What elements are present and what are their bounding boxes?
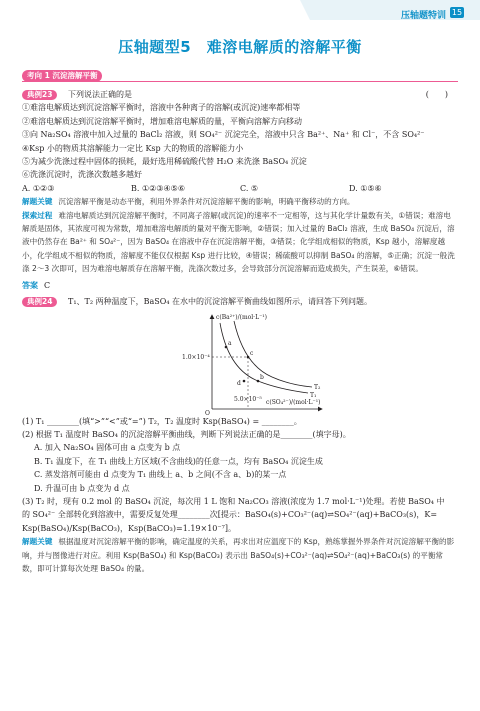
key-text: 沉淀溶解平衡是动态平衡，利用外界条件对沉淀溶解平衡的影响，明确平衡移动的方向。 bbox=[58, 197, 355, 207]
y-tick-label: 1.0×10⁻⁴ bbox=[182, 353, 210, 361]
curve-t1-label: T₁ bbox=[310, 391, 317, 399]
ex23-stem: 下列说法正确的是 bbox=[67, 90, 132, 99]
ex23-explore bbox=[22, 209, 458, 276]
curve-t2-label: T₂ bbox=[314, 383, 321, 391]
ex23-item: ④Ksp 小的物质其溶解能力一定比 Ksp 大的物质的溶解能力小 bbox=[22, 143, 244, 153]
key-label: 解题关键 bbox=[22, 197, 53, 207]
section-header bbox=[22, 70, 458, 82]
ex23-item: ⑤为减少洗涤过程中固体的损耗，最好选用稀硫酸代替 H₂O 来洗涤 BaSO₄ 沉淀 bbox=[22, 157, 307, 167]
explore-label: 探索过程 bbox=[22, 210, 53, 220]
ex23-options bbox=[22, 182, 458, 195]
page-title: 压轴题型5 难溶电解质的溶解平衡 bbox=[118, 38, 362, 56]
answer-value: C bbox=[44, 280, 51, 290]
ex24-q2-option: C. 蒸发溶剂可能由 d 点变为 T₁ 曲线上 a、b 之间(不含 a、b)的某一点 bbox=[34, 470, 287, 480]
graph-container bbox=[22, 309, 458, 415]
origin-label: O bbox=[205, 409, 210, 415]
point-b-label: b bbox=[260, 373, 264, 381]
answer-paren: ( ) bbox=[425, 90, 448, 99]
x-axis-label: c(SO₄²⁻)/(mol·L⁻¹) bbox=[266, 398, 321, 406]
ex24-q1: (1) T₁ ________(填“>”“<”或“=”) T₂，T₂ 温度时 Ksp(BaSO₄) = ________。 bbox=[22, 416, 302, 426]
ex23-key bbox=[22, 195, 458, 208]
point-c-label: c bbox=[250, 349, 254, 357]
option-b: B. ①②③④⑤⑥ bbox=[131, 183, 185, 193]
explore-text: 难溶电解质达到沉淀溶解平衡时，不同离子溶解(或沉淀)的速率不一定相等，这与其化学计量数有关，①错误；难溶电解质是固体，其浓度可视为常数，增加难溶电解质的量对平衡无影响，②错误；加入过量的 BaCl₂ 溶液，生成 BaSO₄ 沉淀后，溶液中仍然存在 Ba²⁺ 和 SO₄²⁻，因为 BaSO₄ 在溶液中存在沉淀溶解平衡，③错误；化学组成相似的物质，Ksp 越小，溶解度越小，化学组成不相似的物质，溶解度不能仅仅根据 Ksp 进行比较，④错误；稀硫酸可以抑制 BaSO₄ 的溶解，⑤正确；沉淀一般洗涤 2～3 次即可，因为难溶电解质存在溶解平衡，洗涤次数过多，会导致部分沉淀溶解而造成损失，产生误差，⑥错误。 bbox=[22, 210, 455, 274]
option-c: C. ⑤ bbox=[240, 183, 259, 193]
curve-t2 bbox=[234, 321, 312, 387]
point-a-label: a bbox=[228, 339, 232, 347]
key-text: 根据温度对沉淀溶解平衡的影响，确定温度的关系，再求出对应温度下的 Ksp，熟练掌握外界条件对沉淀溶解平衡的影响，并与图像进行对应。利用 Ksp(BaSO₄) 和 Ksp(BaCO₃) 表示出 BaSO₄(s)+CO₃²⁻(aq)⇌SO₄²⁻(aq)+BaCO₃(s) 的平衡常数，即可计算每次处理 BaSO₄ 的量。 bbox=[22, 537, 455, 573]
ex24-stem-line bbox=[22, 295, 458, 308]
curve-t1 bbox=[220, 323, 308, 393]
ex23-item: ⑥洗涤沉淀时，洗涤次数越多越好 bbox=[22, 170, 142, 180]
ex24-q2: (2) 根据 T₁ 温度时 BaSO₄ 的沉淀溶解平衡曲线，判断下列说法正确的是________(填字母)。 bbox=[22, 429, 351, 439]
answer-label: 答案 bbox=[22, 280, 38, 290]
header-tag: 压轴题特训 bbox=[400, 11, 446, 21]
ex24-badge: 典例24 bbox=[22, 297, 57, 307]
point-b bbox=[257, 379, 260, 382]
ex23-item: ③向 Na₂SO₄ 溶液中加入过量的 BaCl₂ 溶液，则 SO₄²⁻ 沉淀完全，溶液中只含 Ba²⁺、Na⁺ 和 Cl⁻，不含 SO₄²⁻ bbox=[22, 130, 425, 140]
ex24-q3-line1: (3) T₂ 时，现有 0.2 mol 的 BaSO₄ 沉淀，每次用 1 L 饱和 Na₂CO₃ 溶液(浓度为 1.7 mol·L⁻¹)处理。若使 BaSO₄ 中 bbox=[22, 496, 445, 506]
ex24-q2-option: D. 升温可由 b 点变为 d 点 bbox=[34, 483, 130, 493]
x-tick-label: 5.0×10⁻⁵ bbox=[234, 395, 262, 403]
point-c bbox=[247, 355, 250, 358]
ex23-badge: 典例23 bbox=[22, 90, 57, 100]
section-badge: 考向 1 沉淀溶解平衡 bbox=[22, 70, 102, 82]
ex23-answer bbox=[22, 279, 458, 292]
ex24-q2-option: B. T₁ 温度下，在 T₁ 曲线上方区域(不含曲线)的任意一点，均有 BaSO₄ 沉淀生成 bbox=[34, 456, 323, 466]
point-a bbox=[225, 345, 228, 348]
y-axis-label: c(Ba²⁺)/(mol·L⁻¹) bbox=[216, 313, 267, 321]
ex24-q3-line3: Ksp(BaSO₄)/Ksp(BaCO₃)，Ksp(BaCO₃)=1.19×10⁻⁷]。 bbox=[22, 523, 236, 533]
option-a: A. ①②③ bbox=[22, 183, 55, 193]
ex23-stem-line bbox=[22, 88, 458, 101]
key-label: 解题关键 bbox=[22, 537, 53, 547]
ex24-q2-option: A. 加入 Na₂SO₄ 固体可由 a 点变为 b 点 bbox=[34, 443, 181, 453]
solubility-curve-graph bbox=[22, 309, 458, 415]
ex23-item: ①难溶电解质达到沉淀溶解平衡时，溶液中各种离子的溶解(或沉淀)速率都相等 bbox=[22, 103, 301, 113]
option-d: D. ①⑤⑥ bbox=[349, 183, 382, 193]
ex24-key bbox=[22, 535, 458, 575]
main-content bbox=[22, 88, 458, 575]
point-d-label: d bbox=[237, 379, 241, 387]
page-number: 15 bbox=[451, 8, 463, 17]
ex23-item: ②难溶电解质达到沉淀溶解平衡时，增加难溶电解质的量，平衡向溶解方向移动 bbox=[22, 116, 302, 126]
ex24-q3-line2: 的 SO₄²⁻ 全部转化到溶液中，需要反复处理________次[提示：BaSO₄(s)+CO₃²⁻(aq)⇌SO₄²⁻(aq)+BaCO₃(s)，K= bbox=[22, 510, 438, 520]
ex24-stem: T₁、T₂ 两种温度下，BaSO₄ 在水中的沉淀溶解平衡曲线如图所示，请回答下列问题。 bbox=[67, 297, 373, 307]
point-d bbox=[243, 379, 246, 382]
